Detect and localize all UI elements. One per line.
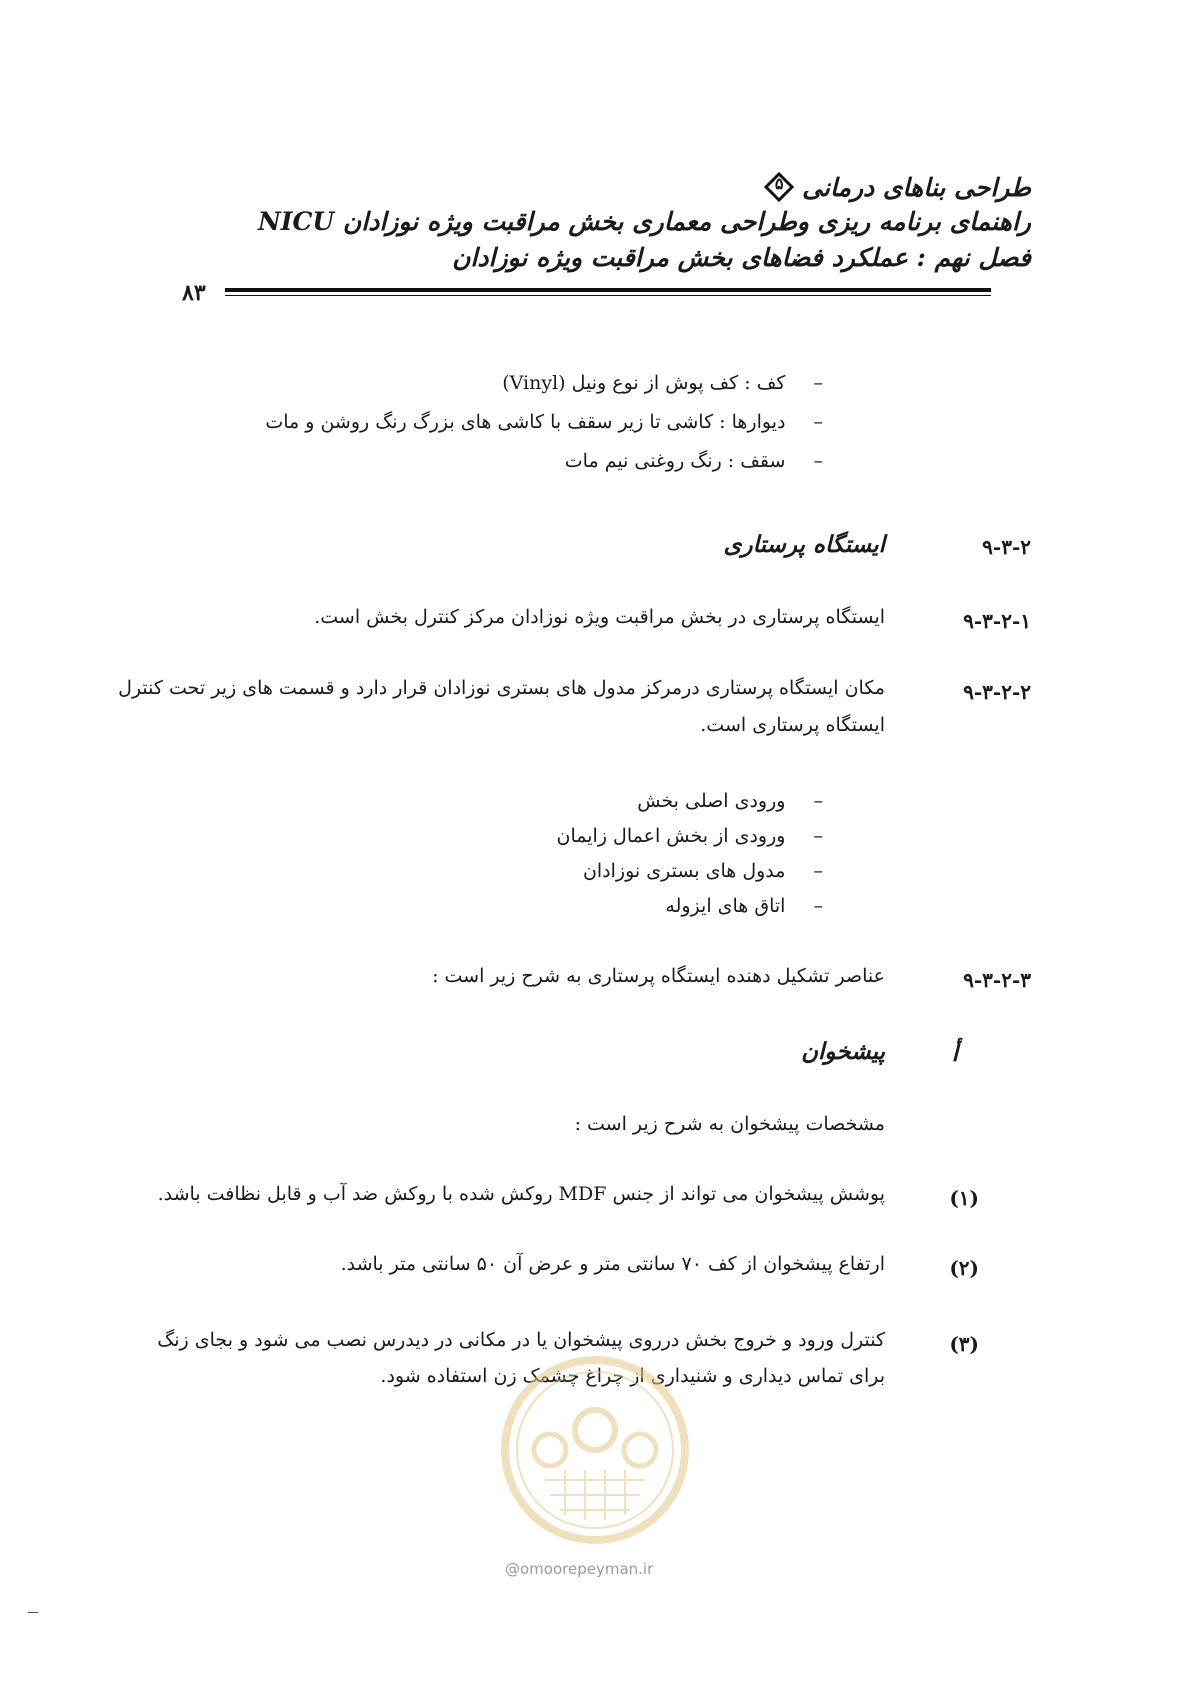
finish-walls: – دیوارها : کاشی تا زیر سقف با کاشی های بزرگ رنگ روشن و مات xyxy=(265,411,823,433)
clause-number: ۹-۳-۲-۳ xyxy=(963,968,1031,992)
bullet-dash: – xyxy=(813,825,823,847)
bullet-dash: – xyxy=(813,450,823,472)
finish-ceiling: – سقف : رنگ روغنی نیم مات xyxy=(564,450,823,472)
clause-number: ۹-۳-۲-۱ xyxy=(963,609,1031,633)
counter-intro: مشخصات پیشخوان به شرح زیر است : xyxy=(574,1113,885,1135)
page-number: ۸۳ xyxy=(182,280,206,306)
clause-number: ۹-۳-۲-۲ xyxy=(963,680,1031,704)
clause-text-line1: مکان ایستگاه پرستاری درمرکز مدول های بستری نوزادان قرار دارد و قسمت های زیر تحت کنترل xyxy=(118,677,885,699)
item-number: (۱) xyxy=(949,1186,979,1210)
chapter-badge-number: ۵ xyxy=(774,174,784,193)
list-item: – مدول های بستری نوزادان xyxy=(582,860,823,882)
item-text-line2: برای تماس دیداری و شنیداری از چراغ چشمک زن استفاده شود. xyxy=(380,1365,885,1387)
item-text-line1: کنترل ورود و خروج بخش درروی پیشخوان یا در مکانی در دیدرس نصب می شود و بجای زنگ xyxy=(157,1329,885,1351)
chapter-badge-icon xyxy=(764,172,794,202)
clause-text-line2: ایستگاه پرستاری است. xyxy=(700,714,885,736)
list-item: – اتاق های ایزوله xyxy=(665,895,823,917)
item-text: ارتفاع پیشخوان از کف ۷۰ سانتی متر و عرض آن ۵۰ سانتی متر باشد. xyxy=(340,1253,885,1275)
header-rule-thin xyxy=(225,295,991,296)
subsection-letter: أ xyxy=(951,1040,958,1067)
subsection-title: پیشخوان xyxy=(801,1038,885,1065)
bullet-dash: – xyxy=(813,895,823,917)
item-text: پوشش پیشخوان می تواند از جنس MDF روکش شده با روکش ضد آب و قابل نظافت باشد. xyxy=(157,1183,885,1205)
bullet-dash: – xyxy=(813,372,823,394)
header-title-line3: فصل نهم : عملکرد فضاهای بخش مراقبت ویژه نوزادان xyxy=(452,243,1031,272)
clause-text: ایستگاه پرستاری در بخش مراقبت ویژه نوزادان مرکز کنترل بخش است. xyxy=(314,606,885,628)
header-title-line1 xyxy=(764,172,1031,202)
header-rule-thick xyxy=(225,288,991,292)
bullet-dash: – xyxy=(813,790,823,812)
item-number: (۳) xyxy=(949,1332,979,1356)
watermark-logo xyxy=(495,1350,695,1554)
bullet-dash: – xyxy=(813,860,823,882)
bullet-dash: – xyxy=(813,411,823,433)
clause-text: عناصر تشکیل دهنده ایستگاه پرستاری به شرح زیر است : xyxy=(432,965,885,987)
section-number: ۹-۳-۲ xyxy=(982,535,1031,559)
section-title: ایستگاه پرستاری xyxy=(723,531,885,558)
header-line1-text: طراحی بناهای درمانی xyxy=(802,172,1031,202)
finish-floor: – کف : کف پوش از نوع ونیل (Vinyl) xyxy=(502,372,823,394)
list-item: – ورودی اصلی بخش xyxy=(637,790,823,812)
margin-mark xyxy=(28,1612,38,1613)
list-item: – ورودی از بخش اعمال زایمان xyxy=(556,825,823,847)
header-title-line2: راهنمای برنامه ریزی وطراحی معماری بخش مراقبت ویژه نوزادان NICU xyxy=(257,207,1031,236)
watermark-text: @omoorepeyman.ir xyxy=(505,1560,654,1578)
item-number: (۲) xyxy=(949,1256,979,1280)
